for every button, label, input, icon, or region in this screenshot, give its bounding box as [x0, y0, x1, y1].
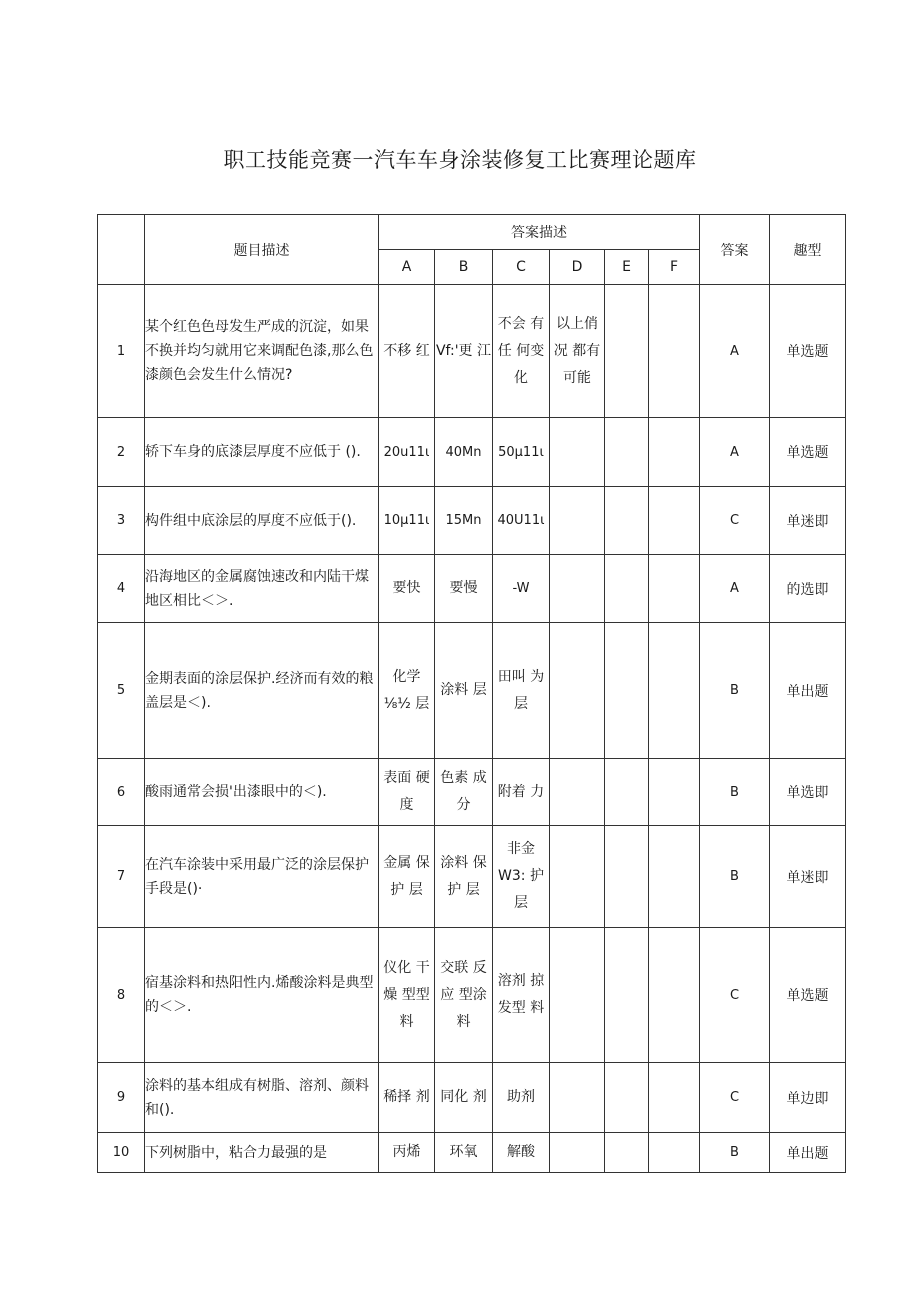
option-d [550, 487, 605, 555]
option-b: 40Mn [435, 418, 493, 487]
answer-cell: B [700, 623, 770, 759]
option-d [550, 418, 605, 487]
question-text: 某个红色色母发生严成的沉淀，如果不换并均匀就用它来调配色漆,那么色漆颜色会发生什么情况? [145, 285, 379, 418]
option-a: 表面 硬度 [379, 759, 435, 826]
table-row [98, 555, 846, 623]
question-number: 5 [98, 623, 145, 759]
answer-cell: B [700, 826, 770, 928]
question-text: 涂料的基本组成有树脂、溶剂、颜料和(). [145, 1063, 379, 1133]
option-f [649, 623, 700, 759]
question-text: 酸雨通常会损'出漆眼中的＜). [145, 759, 379, 826]
answer-cell: B [700, 1133, 770, 1173]
question-text: 构件组中底涂层的厚度不应低于(). [145, 487, 379, 555]
answer-cell: C [700, 487, 770, 555]
table-row [98, 759, 846, 826]
option-b: Vf:'更 江 [435, 285, 493, 418]
option-b: 要慢 [435, 555, 493, 623]
question-number: 2 [98, 418, 145, 487]
question-number: 7 [98, 826, 145, 928]
question-type: 单迷即 [770, 487, 846, 555]
option-c: 非金 W3: 护层 [493, 826, 550, 928]
option-b: 涂料 保护 层 [435, 826, 493, 928]
question-type: 单选题 [770, 285, 846, 418]
option-c: 田叫 为 层 [493, 623, 550, 759]
option-c: -W [493, 555, 550, 623]
option-b: 环氧 [435, 1133, 493, 1173]
table-row [98, 928, 846, 1063]
option-c: 助剂 [493, 1063, 550, 1133]
option-b: 涂料 层 [435, 623, 493, 759]
option-e [605, 555, 649, 623]
option-d [550, 826, 605, 928]
answer-cell: B [700, 759, 770, 826]
question-number: 3 [98, 487, 145, 555]
header-option-b: B [435, 250, 493, 285]
option-e [605, 285, 649, 418]
option-c: 50μ11ι [493, 418, 550, 487]
option-a: 化学 ⅛½ 层 [379, 623, 435, 759]
option-f [649, 1063, 700, 1133]
question-text: 宿基涂料和热阳性内.烯酸涂料是典型的＜＞. [145, 928, 379, 1063]
question-type: 单选题 [770, 928, 846, 1063]
option-f [649, 418, 700, 487]
option-f [649, 487, 700, 555]
option-c: 不会 有任 何变 化 [493, 285, 550, 418]
option-e [605, 1133, 649, 1173]
option-a: 不移 红 [379, 285, 435, 418]
question-type: 单边即 [770, 1063, 846, 1133]
header-option-c: C [493, 250, 550, 285]
option-c: 溶剂 掠发型 料 [493, 928, 550, 1063]
option-a: 10μ11ι [379, 487, 435, 555]
option-b: 同化 剂 [435, 1063, 493, 1133]
option-c: 40U11ι [493, 487, 550, 555]
option-e [605, 623, 649, 759]
question-number: 10 [98, 1133, 145, 1173]
question-text: 在汽车涂装中采用最广泛的涂层保护手段是()· [145, 826, 379, 928]
option-a: 丙烯 [379, 1133, 435, 1173]
option-e [605, 487, 649, 555]
question-type: 单选题 [770, 418, 846, 487]
header-option-e: E [605, 250, 649, 285]
header-option-f: F [649, 250, 700, 285]
header-number [98, 215, 145, 285]
option-a: 仪化 干燥 型型 料 [379, 928, 435, 1063]
header-description: 题目描述 [145, 215, 379, 285]
option-e [605, 418, 649, 487]
answer-cell: A [700, 418, 770, 487]
table-row [98, 1063, 846, 1133]
table-row [98, 1133, 846, 1173]
option-a: 金属 保护 层 [379, 826, 435, 928]
option-c: 解酸 [493, 1133, 550, 1173]
option-a: 稀择 剂 [379, 1063, 435, 1133]
answer-cell: C [700, 928, 770, 1063]
question-number: 9 [98, 1063, 145, 1133]
question-type: 单迷即 [770, 826, 846, 928]
question-type: 单选即 [770, 759, 846, 826]
answer-cell: A [700, 285, 770, 418]
option-d [550, 759, 605, 826]
option-d: 以上俏 况 都有 可能 [550, 285, 605, 418]
option-e [605, 826, 649, 928]
option-c: 附着 力 [493, 759, 550, 826]
table-row [98, 285, 846, 418]
option-e [605, 759, 649, 826]
option-e [605, 928, 649, 1063]
question-type: 单出题 [770, 1133, 846, 1173]
option-b: 色素 成分 [435, 759, 493, 826]
option-b: 15Mn [435, 487, 493, 555]
question-number: 6 [98, 759, 145, 826]
question-text: 金期表面的涂层保护.经济而有效的粮盖层是＜). [145, 623, 379, 759]
table-row [98, 418, 846, 487]
option-f [649, 928, 700, 1063]
option-d [550, 623, 605, 759]
option-b: 交联 反应 型涂 料 [435, 928, 493, 1063]
header-option-a: A [379, 250, 435, 285]
header-option-d: D [550, 250, 605, 285]
option-a: 20u11ι [379, 418, 435, 487]
option-d [550, 1063, 605, 1133]
page-title: 职工技能竞赛一汽车车身涂装修复工比赛理论题库 [223, 148, 697, 172]
option-e [605, 1063, 649, 1133]
question-number: 4 [98, 555, 145, 623]
option-d [550, 928, 605, 1063]
option-f [649, 285, 700, 418]
table-row [98, 623, 846, 759]
question-number: 1 [98, 285, 145, 418]
option-f [649, 826, 700, 928]
question-text: 下列树脂中，粘合力最强的是 [145, 1133, 379, 1173]
question-text: 轿下车身的底漆层厚度不应低于 (). [145, 418, 379, 487]
option-d [550, 1133, 605, 1173]
option-d [550, 555, 605, 623]
question-number: 8 [98, 928, 145, 1063]
option-f [649, 555, 700, 623]
table-row [98, 826, 846, 928]
header-answer-description: 答案描述 [379, 215, 700, 250]
answer-cell: C [700, 1063, 770, 1133]
question-text: 沿海地区的金属腐蚀速改和内陆干煤地区相比＜＞. [145, 555, 379, 623]
table-row [98, 487, 846, 555]
option-a: 要快 [379, 555, 435, 623]
option-f [649, 759, 700, 826]
header-answer: 答案 [700, 215, 770, 285]
question-type: 单出题 [770, 623, 846, 759]
option-f [649, 1133, 700, 1173]
answer-cell: A [700, 555, 770, 623]
question-table [97, 214, 846, 1173]
question-type: 的选即 [770, 555, 846, 623]
header-type: 趣型 [770, 215, 846, 285]
